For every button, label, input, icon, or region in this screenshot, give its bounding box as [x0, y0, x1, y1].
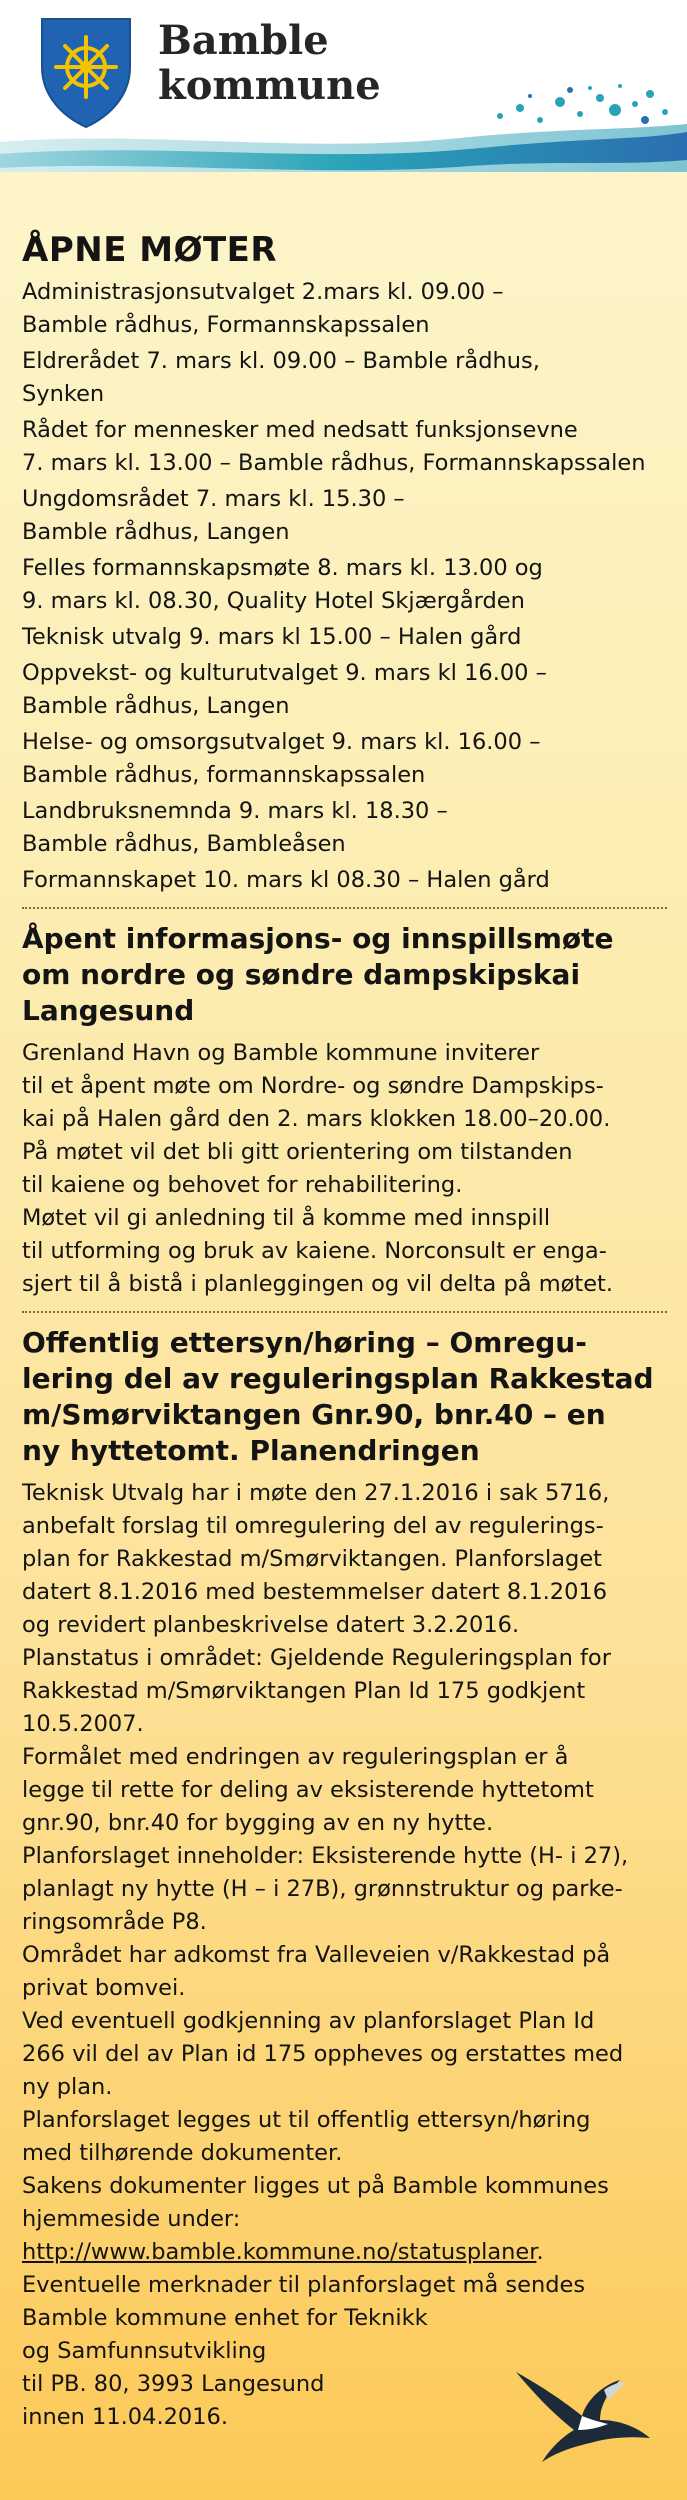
meetings-list	[22, 276, 667, 897]
meeting-line: Ungdomsrådet 7. mars kl. 15.30 –	[22, 486, 405, 512]
meeting-item	[22, 864, 667, 897]
meeting-line: Bamble rådhus, formannskapssalen	[22, 762, 426, 788]
wave-decoration-icon	[0, 80, 687, 172]
body-line: Rakkestad m/Smørviktangen Plan Id 175 godkjent	[22, 1678, 586, 1704]
body-line: Området har adkomst fra Valleveien v/Rakkestad på	[22, 1942, 611, 1968]
body-line: Grenland Havn og Bamble kommune inviterer	[22, 1040, 540, 1066]
body-line: og revidert planbeskrivelse datert 3.2.2016.	[22, 1612, 520, 1638]
body-line: planlagt ny hytte (H – i 27B), grønnstruktur og parke-	[22, 1876, 623, 1902]
body-line: På møtet vil det bli gitt orientering om tilstanden	[22, 1139, 573, 1165]
body-line: til PB. 80, 3993 Langesund	[22, 2371, 325, 2397]
meeting-line: Bamble rådhus, Langen	[22, 693, 290, 719]
meeting-line: 7. mars kl. 13.00 – Bamble rådhus, Formannskapssalen	[22, 450, 646, 476]
meeting-item	[22, 345, 667, 411]
body-line: Eventuelle merknader til planforslaget må sendes	[22, 2272, 586, 2298]
meeting-line: Bamble rådhus, Formannskapssalen	[22, 312, 430, 338]
meeting-item	[22, 726, 667, 792]
meeting-line: Eldrerådet 7. mars kl. 09.00 – Bamble rådhus,	[22, 348, 540, 374]
statusplaner-link[interactable]: http://www.bamble.kommune.no/statusplaner	[22, 2239, 537, 2265]
body-line: Bamble kommune enhet for Teknikk	[22, 2305, 428, 2331]
hearing-heading	[22, 1325, 667, 1469]
info-meeting-heading	[22, 921, 667, 1029]
brand-line2: kommune	[158, 62, 381, 109]
heading-line: ny hyttetomt. Planendringen	[22, 1434, 480, 1467]
hearing-body	[22, 1477, 667, 2434]
body-line: sjert til å bistå i planleggingen og vil delta på møtet.	[22, 1271, 614, 1297]
heading-line: Langesund	[22, 994, 195, 1027]
body-line: datert 8.1.2016 med bestemmelser datert 8.1.2016	[22, 1579, 608, 1605]
body-line: 266 vil del av Plan id 175 oppheves og erstattes med	[22, 2041, 624, 2067]
meeting-item	[22, 276, 667, 342]
meeting-line: Landbruksnemnda 9. mars kl. 18.30 –	[22, 798, 448, 824]
tern-bird-icon	[508, 2350, 658, 2470]
body-line: ny plan.	[22, 2074, 113, 2100]
meeting-item	[22, 483, 667, 549]
content	[22, 228, 667, 2434]
meeting-item	[22, 552, 667, 618]
body-line: til utforming og bruk av kaiene. Norconsult er enga-	[22, 1238, 607, 1264]
info-meeting-body	[22, 1037, 667, 1301]
meeting-line: Felles formannskapsmøte 8. mars kl. 13.00 og	[22, 555, 543, 581]
meeting-item	[22, 621, 667, 654]
body-line: Planforslaget legges ut til offentlig ettersyn/høring	[22, 2107, 591, 2133]
body-line: Formålet med endringen av reguleringsplan er å	[22, 1744, 569, 1770]
body-line: med tilhørende dokumenter.	[22, 2140, 343, 2166]
body-line: Møtet vil gi anledning til å komme med innspill	[22, 1205, 551, 1231]
body-line: legge til rette for deling av eksisterende hyttetomt	[22, 1777, 594, 1803]
heading-line: Offentlig ettersyn/høring – Omregu-	[22, 1326, 587, 1359]
heading-line: om nordre og søndre dampskipskai	[22, 958, 581, 991]
heading-line: Åpent informasjons- og innspillsmøte	[22, 922, 614, 955]
meeting-line: Helse- og omsorgsutvalget 9. mars kl. 16.00 –	[22, 729, 541, 755]
link-suffix: .	[536, 2239, 544, 2265]
meeting-item	[22, 795, 667, 861]
section-divider	[22, 1311, 667, 1313]
heading-line: m/Smørviktangen Gnr.90, bnr.40 – en	[22, 1398, 606, 1431]
body-line: plan for Rakkestad m/Smørviktangen. Planforslaget	[22, 1546, 603, 1572]
body-line: til et åpent møte om Nordre- og søndre Dampskips-	[22, 1073, 604, 1099]
body-line: privat bomvei.	[22, 1975, 186, 2001]
meetings-heading: ÅPNE MØTER	[22, 230, 278, 270]
body-line: hjemmeside under:	[22, 2206, 241, 2232]
body-line: 10.5.2007.	[22, 1711, 144, 1737]
meeting-item	[22, 414, 667, 480]
body-line: til kaiene og behovet for rehabilitering.	[22, 1172, 463, 1198]
body-line: ringsområde P8.	[22, 1909, 207, 1935]
body-line: innen 11.04.2016.	[22, 2404, 229, 2430]
meeting-line: Bamble rådhus, Langen	[22, 519, 290, 545]
meeting-line: Synken	[22, 381, 105, 407]
meeting-line: Teknisk utvalg 9. mars kl 15.00 – Halen gård	[22, 624, 522, 650]
header	[0, 0, 687, 172]
body-line: og Samfunnsutvikling	[22, 2338, 267, 2364]
meeting-line: Formannskapet 10. mars kl 08.30 – Halen gård	[22, 867, 550, 893]
meeting-line: 9. mars kl. 08.30, Quality Hotel Skjærgården	[22, 588, 525, 614]
body-line: anbefalt forslag til omregulering del av regulerings-	[22, 1513, 604, 1539]
brand-line1: Bamble	[158, 17, 329, 64]
body-line: Sakens dokumenter ligges ut på Bamble kommunes	[22, 2173, 609, 2199]
body-line: Teknisk Utvalg har i møte den 27.1.2016 i sak 5716,	[22, 1480, 610, 1506]
meeting-line: Oppvekst- og kulturutvalget 9. mars kl 16.00 –	[22, 660, 547, 686]
body-line: Planforslaget inneholder: Eksisterende hytte (H- i 27),	[22, 1843, 629, 1869]
body-line: Planstatus i området: Gjeldende Reguleringsplan for	[22, 1645, 611, 1671]
section-divider	[22, 907, 667, 909]
meeting-line: Administrasjonsutvalget 2.mars kl. 09.00 –	[22, 279, 504, 305]
meeting-line: Bamble rådhus, Bambleåsen	[22, 831, 346, 857]
body-line: Ved eventuell godkjenning av planforslaget Plan Id	[22, 2008, 595, 2034]
meeting-line: Rådet for mennesker med nedsatt funksjonsevne	[22, 417, 578, 443]
body-line: kai på Halen gård den 2. mars klokken 18.00–20.00.	[22, 1106, 611, 1132]
meeting-item	[22, 657, 667, 723]
body-line: gnr.90, bnr.40 for bygging av en ny hytte.	[22, 1810, 494, 1836]
link-line	[22, 2236, 667, 2269]
heading-line: lering del av reguleringsplan Rakkestad	[22, 1362, 654, 1395]
